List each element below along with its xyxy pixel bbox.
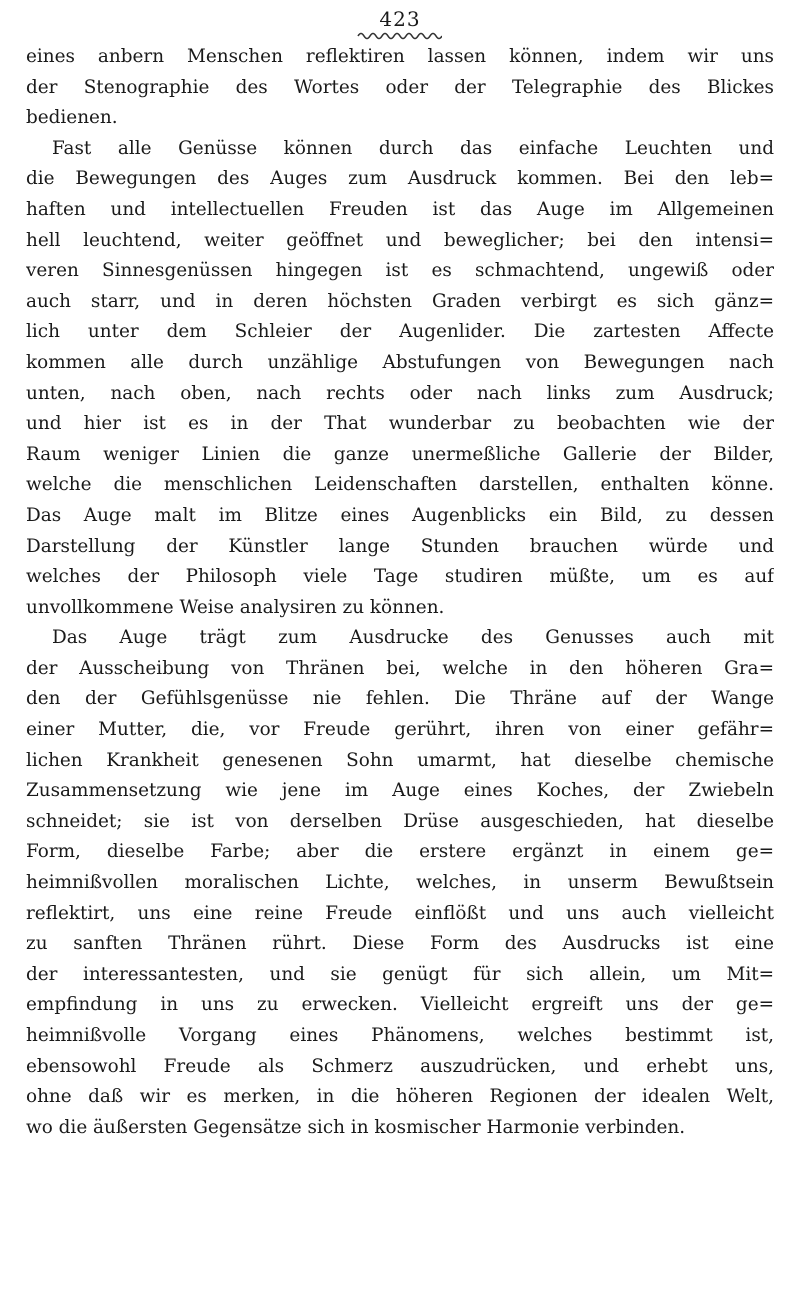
text-line: ohne daß wir es merken, in die höheren Regionen der idealen Welt, <box>26 1086 774 1108</box>
text-line: welche die menschlichen Leidenschaften darstellen, enthalten könne. <box>26 474 774 496</box>
text-line: der interessantesten, und sie genügt für sich allein, um Mit= <box>26 963 774 985</box>
text-line: auch starr, und in deren höchsten Graden verbirgt es sich gänz= <box>26 290 774 312</box>
text-line: Fast alle Genüsse können durch das einfache Leuchten und <box>52 137 774 159</box>
text-line: Darstellung der Künstler lange Stunden brauchen würde und <box>26 535 774 557</box>
text-line: Zusammensetzung wie jene im Auge eines Koches, der Zwiebeln <box>26 780 774 802</box>
text-line: reflektirt, uns eine reine Freude einflößt und uns auch vielleicht <box>26 902 774 924</box>
text-line: bedienen. <box>26 107 118 129</box>
text-line: wo die äußersten Gegensätze sich in kosmischer Harmonie verbinden. <box>26 1116 686 1138</box>
text-line: heimnißvolle Vorgang eines Phänomens, welches bestimmt ist, <box>26 1025 774 1046</box>
text-line: der Stenographie des Wortes oder der Telegraphie des Blickes <box>26 76 774 98</box>
text-line: heimnißvollen moralischen Lichte, welches, in unserm Bewußtsein <box>26 872 774 894</box>
body-text <box>26 42 774 1143</box>
text-line: unten, nach oben, nach rechts oder nach links zum Ausdruck; <box>26 382 774 404</box>
text-line: den der Gefühlsgenüsse nie fehlen. Die Thräne auf der Wange <box>26 688 774 710</box>
text-line: einer Mutter, die, vor Freude gerührt, ihren von einer gefähr= <box>26 719 774 741</box>
text-line: eines anbern Menschen reflektiren lassen können, indem wir uns <box>26 46 774 67</box>
text-line: haften und intellectuellen Freuden ist das Auge im Allgemeinen <box>26 198 774 220</box>
text-line: lichen Krankheit genesenen Sohn umarmt, hat dieselbe chemische <box>26 749 774 771</box>
text-line: kommen alle durch unzählige Abstufungen von Bewegungen nach <box>26 351 774 373</box>
text-line: der Ausscheibung von Thränen bei, welche in den höheren Gra= <box>26 657 774 679</box>
text-line: unvollkommene Weise analysiren zu können. <box>26 596 445 618</box>
text-line: Das Auge trägt zum Ausdrucke des Genusses auch mit <box>52 627 774 649</box>
text-line: Raum weniger Linien die ganze unermeßliche Gallerie der Bilder, <box>26 443 774 465</box>
text-line: Form, dieselbe Farbe; aber die erstere ergänzt in einem ge= <box>26 841 774 863</box>
text-line: die Bewegungen des Auges zum Ausdruck kommen. Bei den leb= <box>26 168 774 190</box>
text-line: welches der Philosoph viele Tage studiren müßte, um es auf <box>26 566 774 588</box>
text-line: schneidet; sie ist von derselben Drüse ausgeschieden, hat dieselbe <box>26 810 774 832</box>
wavy-rule-ornament <box>356 30 442 42</box>
text-line: Das Auge malt im Blitze eines Augenblicks ein Bild, zu dessen <box>26 504 774 526</box>
text-line: zu sanften Thränen rührt. Diese Form des Ausdrucks ist eine <box>26 933 774 955</box>
text-line: hell leuchtend, weiter geöffnet und beweglicher; bei den intensi= <box>26 229 774 251</box>
page-number: 423 <box>379 7 421 31</box>
text-line: und hier ist es in der That wunderbar zu beobachten wie der <box>26 413 774 435</box>
text-line: veren Sinnesgenüssen hingegen ist es schmachtend, ungewiß oder <box>26 260 774 282</box>
text-line: ebensowohl Freude als Schmerz auszudrücken, und erhebt uns, <box>26 1055 774 1077</box>
text-line: empfindung in uns zu erwecken. Vielleicht ergreift uns der ge= <box>26 994 774 1016</box>
text-line: lich unter dem Schleier der Augenlider. Die zartesten Affecte <box>26 321 774 343</box>
